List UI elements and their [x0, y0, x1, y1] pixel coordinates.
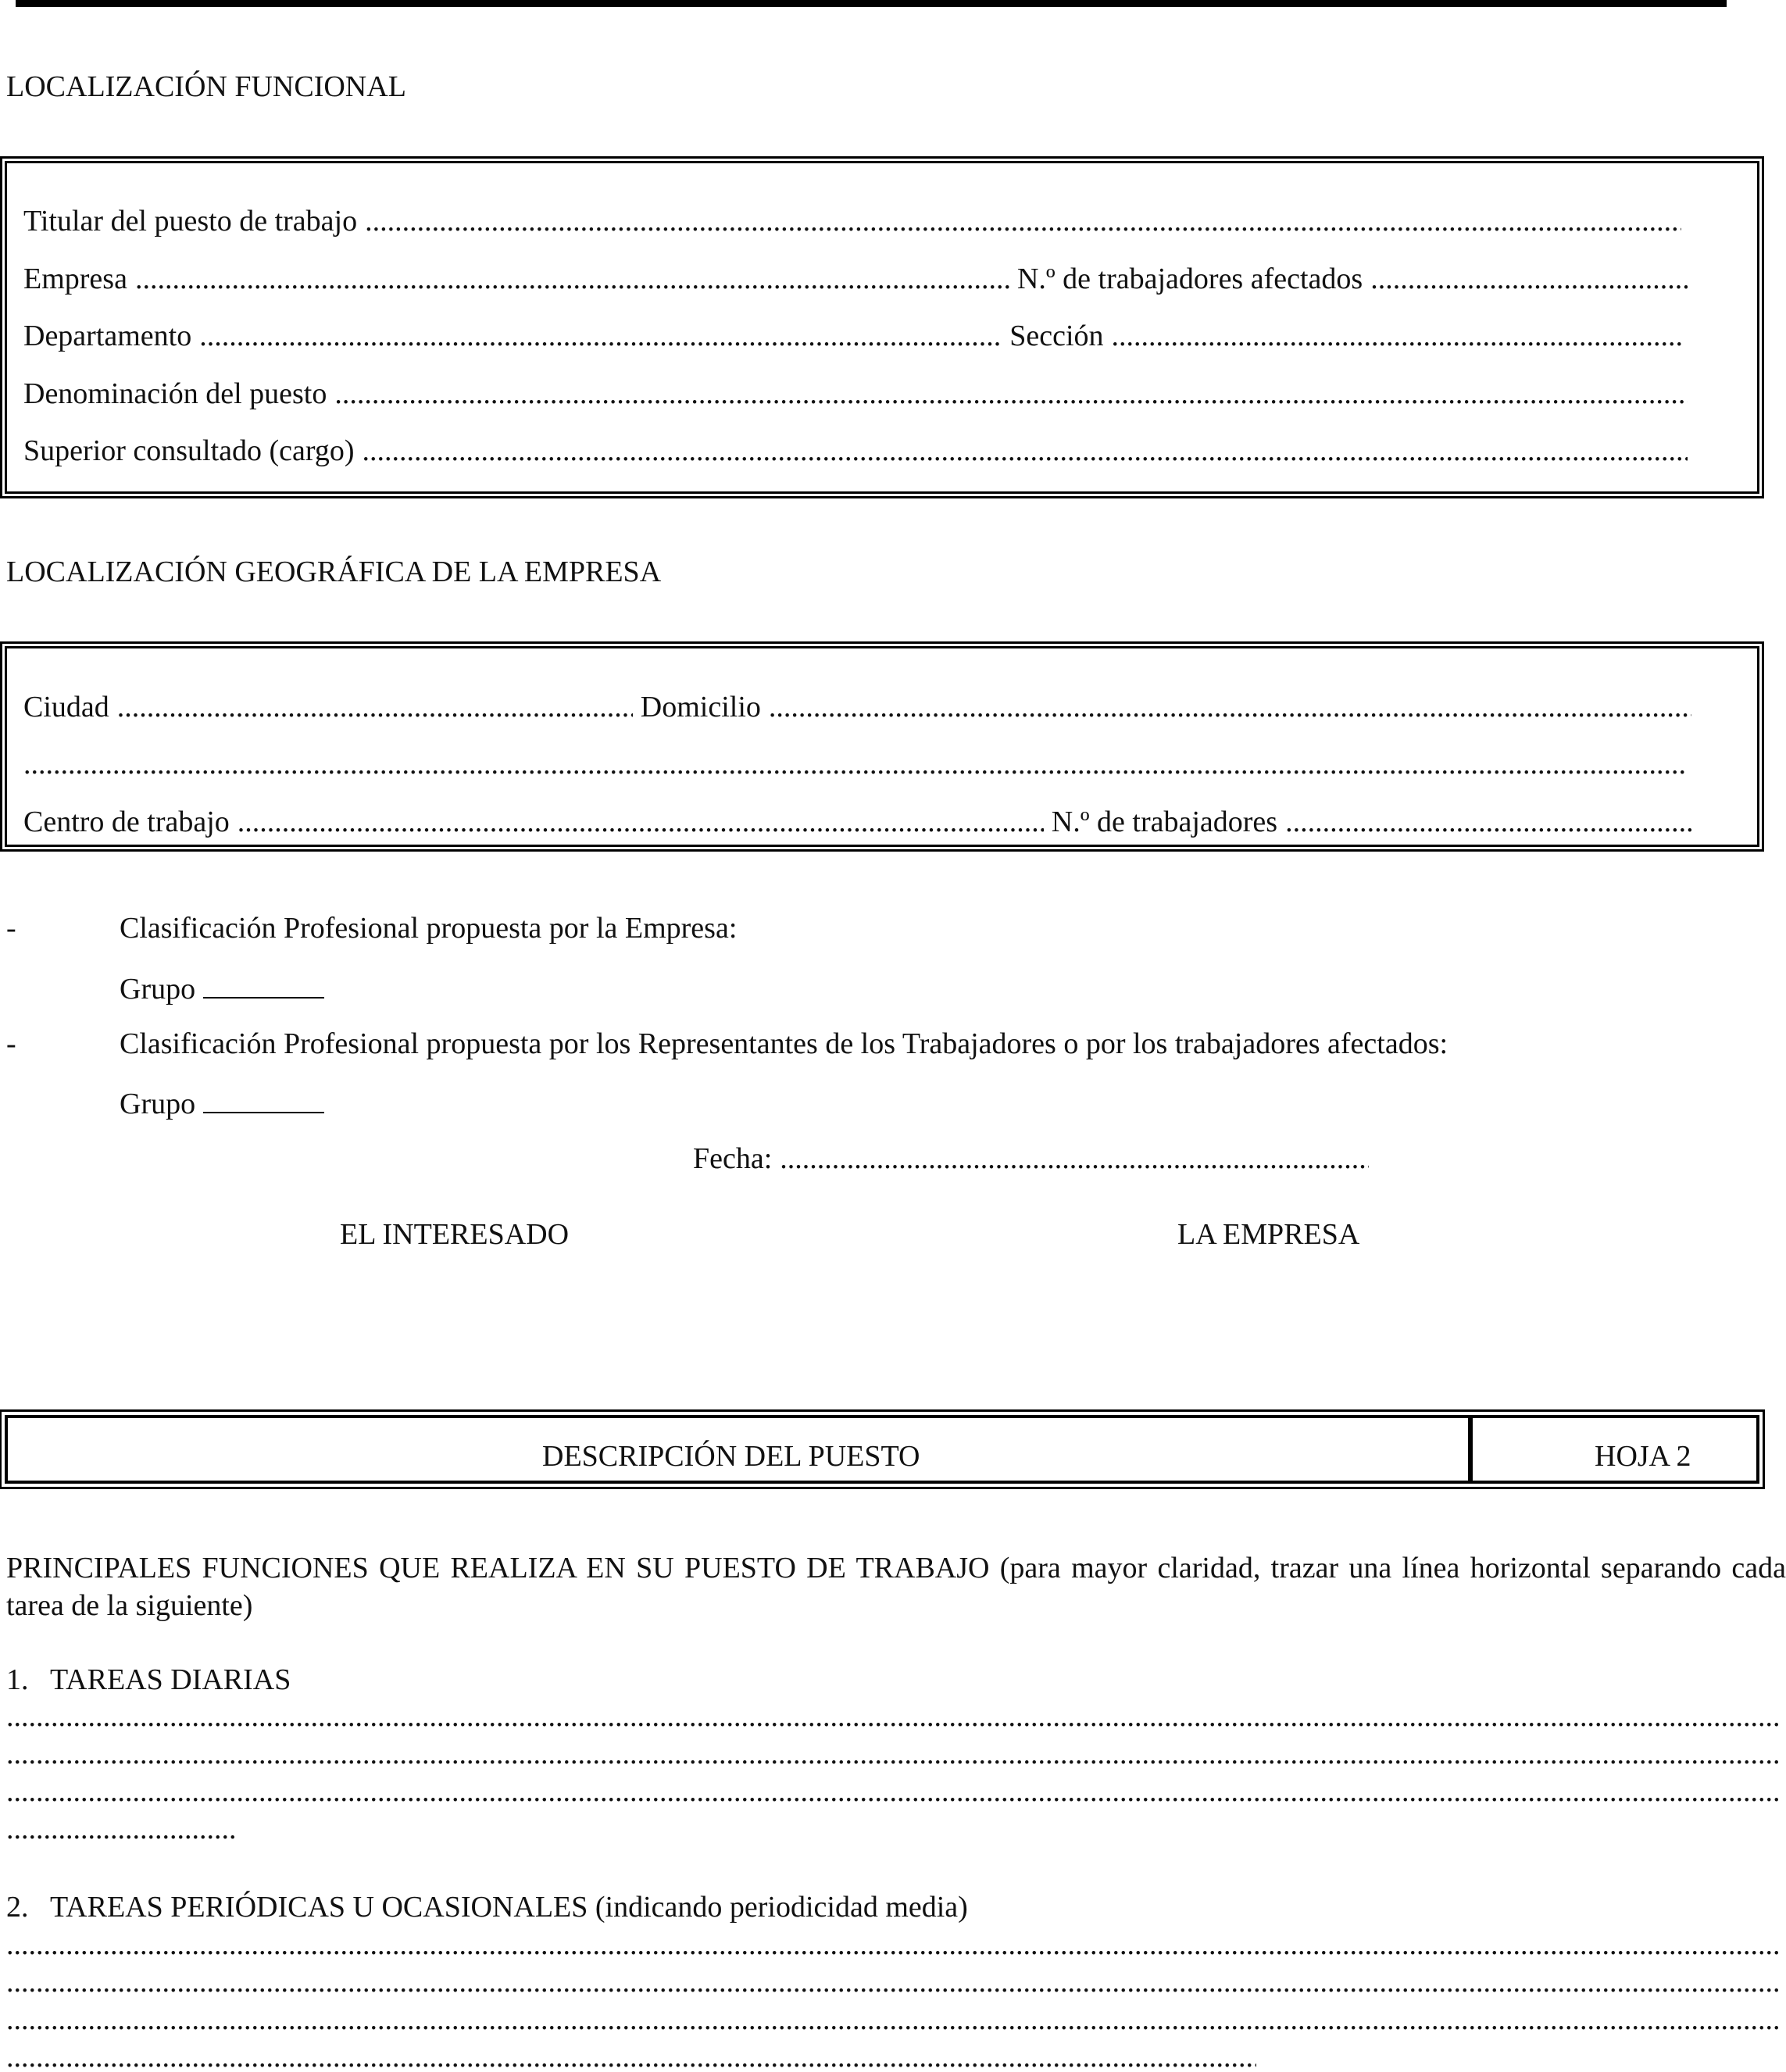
grupo-empresa-field[interactable]: [120, 972, 324, 1004]
departamento-label: Departamento: [23, 320, 192, 352]
clasificacion-representantes-label: Clasificación Profesional propuesta por los Representantes de los Trabajadores o por los trabajadores afectados:: [120, 1027, 1448, 1060]
tareas-periodicas-line-1[interactable]: [6, 1930, 1780, 1959]
centro-dots[interactable]: [238, 807, 1044, 837]
ciudad-row: [23, 692, 1691, 722]
empresa-signature-label: LA EMPRESA: [1177, 1218, 1360, 1251]
superior-label: Superior consultado (cargo): [23, 434, 355, 467]
fecha-label: Fecha:: [693, 1142, 773, 1175]
grupo-representantes-label: Grupo: [120, 1088, 196, 1120]
superior-field[interactable]: [23, 436, 1688, 466]
tareas-diarias-line-3[interactable]: [6, 1777, 1780, 1806]
tareas-periodicas-line-2[interactable]: [6, 1967, 1780, 1997]
grupo-empresa-label: Grupo: [120, 973, 196, 1006]
ciudad-dots[interactable]: [117, 692, 633, 722]
grupo-empresa-blank[interactable]: [203, 972, 324, 998]
section-heading-funcional: LOCALIZACIÓN FUNCIONAL: [6, 70, 406, 103]
domicilio-continuation[interactable]: [23, 749, 1688, 779]
grupo-representantes-field[interactable]: [120, 1087, 324, 1119]
titular-field[interactable]: [23, 206, 1681, 236]
grupo-representantes-blank[interactable]: [203, 1087, 324, 1113]
bullet-2: -: [6, 1027, 16, 1060]
empresa-row: [23, 264, 1688, 294]
fecha-dots: [780, 1144, 1369, 1174]
tareas-diarias-line-4[interactable]: [6, 1814, 237, 1844]
denominacion-dots: [334, 379, 1688, 409]
top-rule: [16, 0, 1727, 7]
denominacion-label: Denominación del puesto: [23, 377, 327, 410]
tareas-periodicas-line-4[interactable]: [6, 2042, 1256, 2072]
domicilio-dots[interactable]: [769, 692, 1691, 722]
bullet-1: -: [6, 912, 16, 945]
centro-row: [23, 807, 1691, 837]
n-trabajadores-dots[interactable]: [1285, 807, 1691, 837]
titular-dots: [365, 206, 1681, 236]
seccion-dots[interactable]: [1112, 321, 1681, 351]
descripcion-puesto-title: DESCRIPCIÓN DEL PUESTO: [542, 1440, 920, 1473]
departamento-row: [23, 321, 1681, 351]
hoja-header-table: [5, 1415, 1759, 1484]
tareas-diarias-line-1[interactable]: [6, 1702, 1780, 1731]
departamento-dots[interactable]: [199, 321, 1002, 351]
seccion-label: Sección: [1009, 320, 1104, 352]
tareas-diarias-line-2[interactable]: [6, 1739, 1780, 1769]
ciudad-label: Ciudad: [23, 691, 109, 723]
n-trabajadores-afectados-label: N.º de trabajadores afectados: [1016, 263, 1363, 295]
item-1-label: TAREAS DIARIAS: [50, 1663, 291, 1696]
centro-label: Centro de trabajo: [23, 806, 230, 838]
hoja-number: HOJA 2: [1595, 1440, 1691, 1473]
tareas-periodicas-line-3[interactable]: [6, 2005, 1780, 2034]
hoja-header-divider: [1468, 1418, 1473, 1481]
item-1-number: 1.: [6, 1663, 29, 1696]
superior-dots: [363, 436, 1688, 466]
funciones-intro: PRINCIPALES FUNCIONES QUE REALIZA EN SU PUESTO DE TRABAJO (para mayor claridad, trazar una línea horizontal separando cada tarea de la siguiente): [6, 1552, 1786, 1622]
clasificacion-empresa-label: Clasificación Profesional propuesta por la Empresa:: [120, 912, 738, 945]
n-trabajadores-label: N.º de trabajadores: [1051, 806, 1278, 838]
domicilio-continuation-dots: [23, 749, 1688, 779]
titular-label: Titular del puesto de trabajo: [23, 205, 358, 238]
n-trabajadores-afectados-dots[interactable]: [1370, 264, 1688, 294]
fecha-field[interactable]: [693, 1144, 1369, 1174]
empresa-dots[interactable]: [135, 264, 1009, 294]
section-heading-geografica: LOCALIZACIÓN GEOGRÁFICA DE LA EMPRESA: [6, 556, 662, 588]
empresa-label: Empresa: [23, 263, 127, 295]
interesado-signature-label: EL INTERESADO: [340, 1218, 570, 1251]
item-2-number: 2.: [6, 1891, 29, 1924]
domicilio-label: Domicilio: [640, 691, 761, 723]
denominacion-field[interactable]: [23, 379, 1688, 409]
item-2-label: TAREAS PERIÓDICAS U OCASIONALES (indicando periodicidad media): [50, 1891, 968, 1924]
